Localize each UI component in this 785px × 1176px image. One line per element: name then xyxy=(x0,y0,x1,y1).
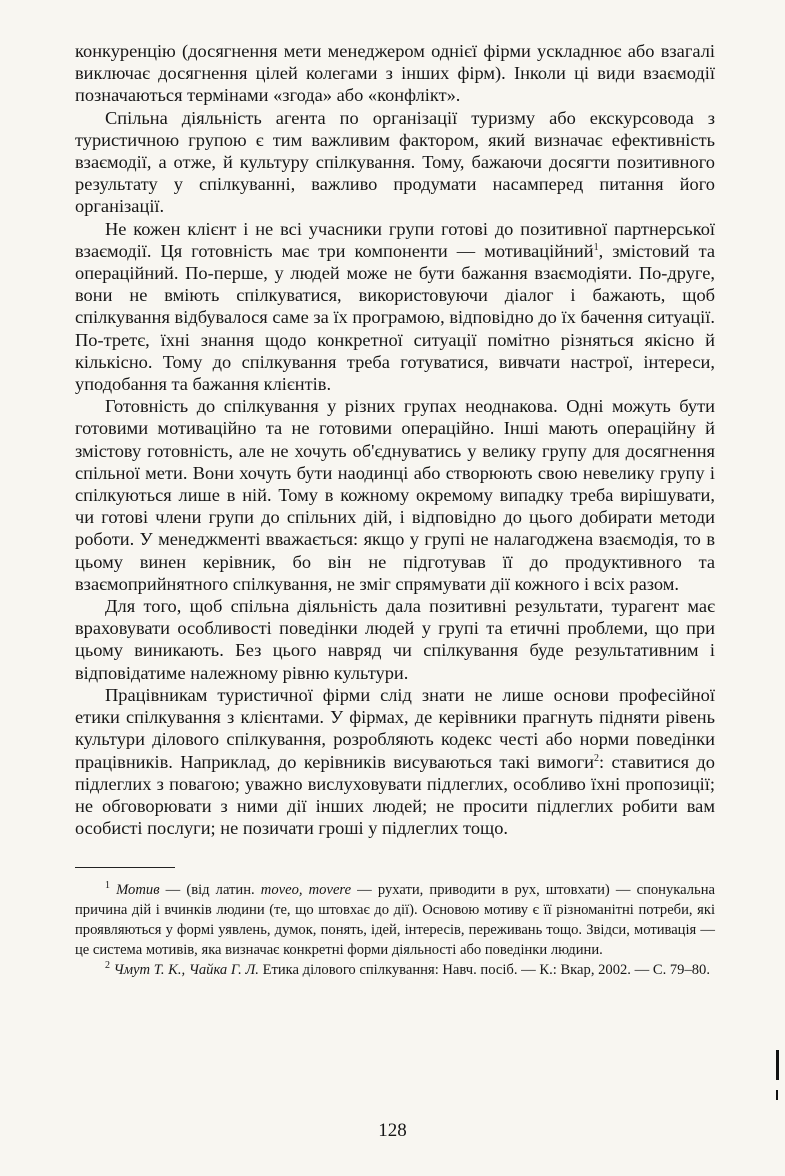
page-number: 128 xyxy=(378,1120,407,1141)
footnote-ref: 2 xyxy=(593,752,599,764)
footnote xyxy=(75,880,715,960)
paragraph: Для того, щоб спільна діяльність дала позитивні результати, турагент має враховувати особливості поведінки людей у групі та етичні проблеми, що при цьому виникають. Без цього навряд чи спілкування буде результативним і відповідатиме належному рівню культури. xyxy=(75,596,715,683)
footnote-divider xyxy=(75,867,175,868)
footnote-term: Мотив xyxy=(116,882,160,899)
paragraph-text: , змістовий та операційний. По-перше, у людей може не бути бажання взаємодіяти. По-друге, вони не вміють спілкуватися, використовуючи діалог і бажають, щоб спілкування відбувалося саме за їх програмою, відповідно до їх бачення ситуації. По-третє, їхні знання щодо конкретної ситуації помітно різняться якісно й кількісно. Тому до спілкування треба готуватися, вивчати настрої, інтереси, уподобання та бажання клієнтів. xyxy=(75,240,715,395)
footnote-text: — (від латин. xyxy=(159,882,261,899)
footnote-text: Етика ділового спілкування: Навч. посіб. — К.: Вкар, 2002. — С. 79–80. xyxy=(258,962,711,979)
paragraph xyxy=(75,218,715,396)
footnote-latin: moveo, movere xyxy=(260,882,352,899)
footnote xyxy=(75,960,715,980)
scan-edge-mark xyxy=(776,1050,779,1080)
footnote-text: — рухати, приводити в рух, штовхати) — спонукальна причина дій і вчинків людини (те, що штовхає до дії). Основою мотиву є її різноманітні потреби, які проявляються у формі уявлень, думок, понять, ідей, інтересів, переживань тощо. Звідси, мотивація — це система мотивів, яка визначає конкретні форми діяльності або поведінки людини. xyxy=(75,882,715,959)
paragraph: конкуренцію (досягнення мети менеджером однієї фірми ускладнює або взагалі виключає досягнення цілей колегами з інших фірм). Інколи ці види взаємодії позначаються термінами «згода» або «конфлікт». xyxy=(75,41,715,106)
footnote-authors: Чмут Т. К., Чайка Г. Л. xyxy=(113,962,259,979)
footnote-ref: 1 xyxy=(593,241,599,253)
paragraph-text: : ставитися до підлеглих з повагою; уважно вислуховувати підлеглих, особливо їхні пропозиції; не обговорювати з ними дії інших людей; не просити підлеглих робити вам особисті послуги; не позичати гроші у підлеглих тощо. xyxy=(75,751,715,839)
footnote-number: 2 xyxy=(105,960,110,972)
paragraph: Готовність до спілкування у різних групах неоднакова. Одні можуть бути готовими мотиваційно та не готовими операційно. Інші мають операційну й змістову готовність, але не хочуть об'єднуватись у велику групу для досягнення спільної мети. Вони хочуть бути наодинці або створюють свою невелику групу і спілкуються лише в ній. Тому в кожному окремому випадку треба вирішувати, чи готові члени групи до спільних дій, і відповідно до цього добирати методи роботи. У менеджменті вважається: якщо у групі не налагоджена взаємодія, то в цьому винен керівник, бо він не підготував її до продуктивного та взаємоприйнятного спілкування, не зміг спрямувати дії кожного і всіх разом. xyxy=(75,396,715,594)
paragraph xyxy=(75,684,715,839)
paragraph: Спільна діяльність агента по організації туризму або екскурсовода з туристичною групою є тим важливим фактором, який визначає ефективність взаємодії, а отже, й культуру спілкування. Тому, бажаючи досягти позитивного результату у спілкуванні, важливо продумати насамперед питання його організації. xyxy=(75,107,715,217)
scan-edge-mark xyxy=(776,1090,778,1100)
footnote-number: 1 xyxy=(105,880,110,892)
paragraph-text: Не кожен клієнт і не всі учасники групи готові до позитивної партнерської взаємодії. Ця готовність має три компоненти — мотиваційний xyxy=(75,218,715,261)
paragraph-text: Працівникам туристичної фірми слід знати не лише основи професійної етики спілкування з клієнтами. У фірмах, де керівники прагнуть підняти рівень культури ділового спілкування, розробляють кодекс честі або норми поведінки працівників. Наприклад, до керівників висуваються такі вимоги xyxy=(75,684,715,772)
page-body xyxy=(75,40,715,980)
